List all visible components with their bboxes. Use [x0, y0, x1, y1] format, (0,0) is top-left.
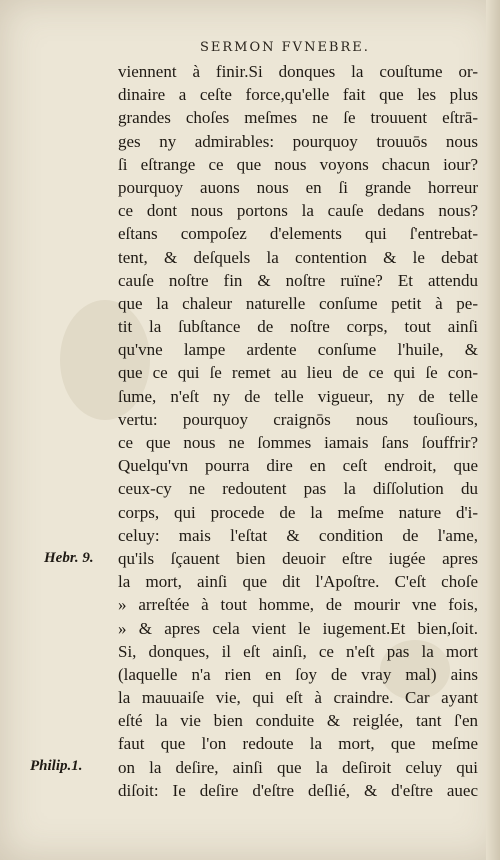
text-line: eſtans compoſez d'elements qui ſ'entrebat-	[118, 224, 478, 244]
text-line: Si, donques, il eſt ainſi, ce n'eſt pas la mort	[118, 641, 478, 661]
text-line: eſté la vie bien conduite & reiglée, tant ſ'en	[118, 711, 478, 731]
page-edge	[486, 0, 500, 860]
margin-note-hebrews: Hebr. 9.	[44, 550, 94, 566]
text-line: tit la ſubſtance de noſtre corps, tout ainſi	[118, 317, 478, 337]
text-line: qu'ils ſçauent bien deuoir eſtre iugée apres	[118, 548, 478, 568]
text-line: pourquoy auons nous en ſi grande horreur	[118, 177, 478, 197]
text-line: grandes choſes meſmes ne ſe trouuent eſtrā-	[118, 108, 478, 128]
text-line: » & apres cela vient le iugement.Et bien,ſoit.	[118, 618, 478, 638]
text-line: faut que l'on redoute la mort, que meſme	[118, 734, 478, 754]
body-text	[118, 60, 478, 802]
text-line: ges ny admirables: pourquoy trouuōs nous	[118, 131, 478, 151]
text-line: tent, & deſquels la contention & le debat	[118, 247, 478, 267]
text-line: corps, qui procede de la meſme nature d'i-	[118, 502, 478, 522]
text-line: ce dont nous portons la cauſe dedans nous?	[118, 201, 478, 221]
text-line: diſoit: Ie deſire d'eſtre deſlié, & d'eſtre auec	[118, 780, 478, 800]
text-line: dinaire a ceſte force,qu'elle fait que les plus	[118, 85, 478, 105]
margin-note-philippians: Philip.1.	[30, 758, 83, 774]
text-line: » arreſtée à tout homme, de mourir vne fois,	[118, 595, 478, 615]
text-line: cauſe noſtre fin & noſtre ruïne? Et attendu	[118, 270, 478, 290]
text-line: ſume, n'eſt ny de telle vigueur, ny de telle	[118, 386, 478, 406]
text-line: la mort, ainſi que dit l'Apoſtre. C'eſt choſe	[118, 572, 478, 592]
text-line: celuy: mais l'eſtat & condition de l'ame,	[118, 525, 478, 545]
text-line: (laquelle n'a rien en ſoy de vray mal) ains	[118, 664, 478, 684]
text-line: ce que nous ne ſommes iamais ſans ſouffrir?	[118, 433, 478, 452]
text-line: Quelqu'vn pourra dire en ceſt endroit, que	[118, 456, 478, 476]
text-line: vertu: pourquoy craignōs nous touſiours,	[118, 409, 478, 429]
text-line: ſi eſtrange ce que nous voyons chacun iour?	[118, 154, 478, 174]
text-line: que la chaleur naturelle conſume petit à pe-	[118, 293, 478, 313]
text-line: viennent à finir.Si donques la couſtume or-	[118, 62, 478, 81]
text-line: ceux-cy ne redoutent pas la diſſolution du	[118, 479, 478, 499]
text-line: on la deſire, ainſi que la deſiroit celuy qui	[118, 757, 478, 777]
text-line: que ce qui ſe remet au lieu de ce qui ſe con-	[118, 363, 478, 383]
text-line: la mauuaiſe vie, qui eſt à craindre. Car ayant	[118, 688, 478, 708]
running-head: SERMON FVNEBRE.	[200, 40, 370, 55]
text-line: qu'vne lampe ardente conſume l'huile, &	[118, 340, 478, 360]
